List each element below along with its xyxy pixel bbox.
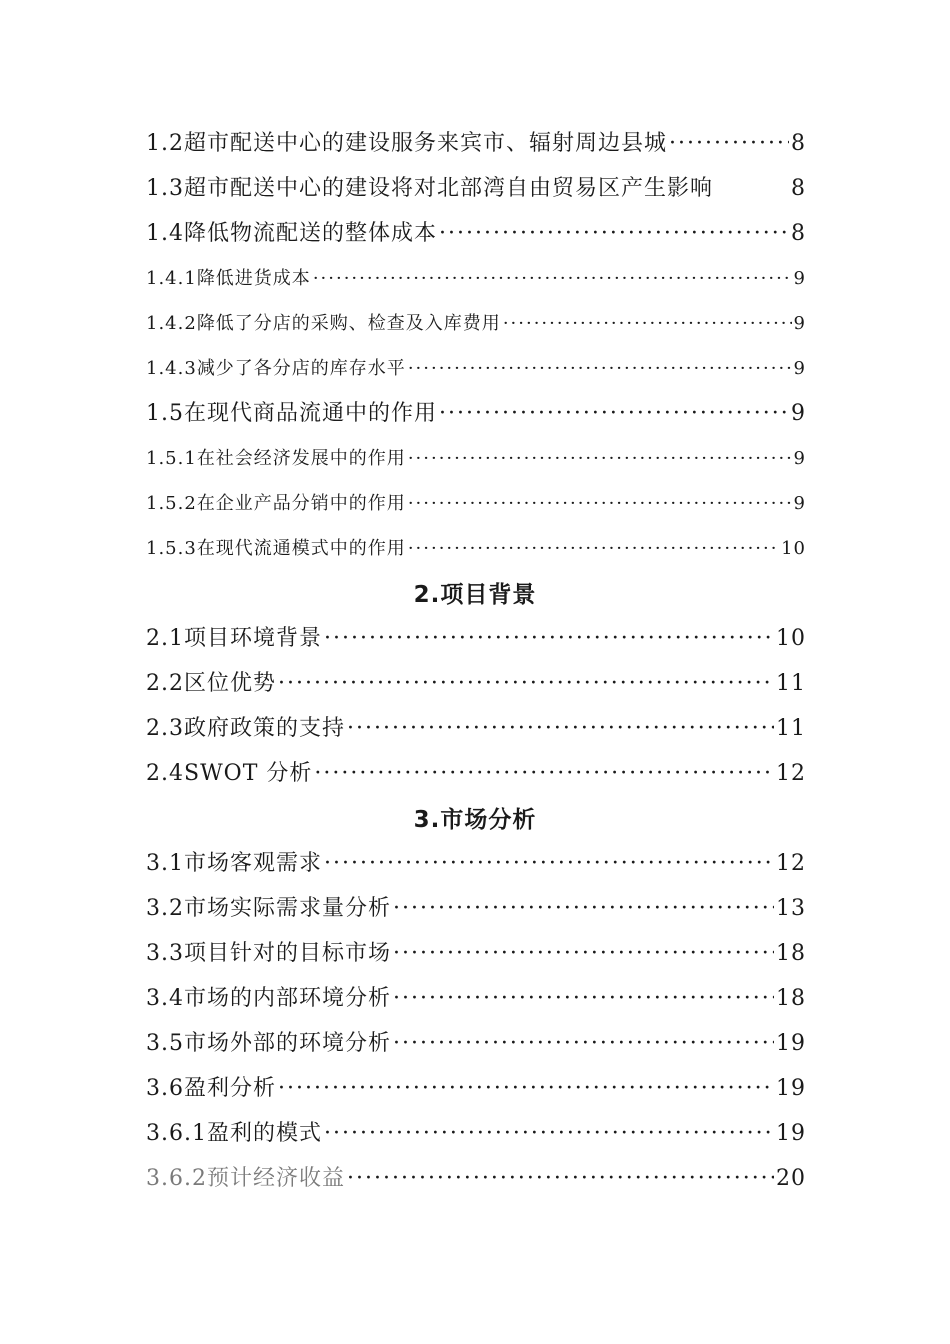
toc-entry[interactable] [146, 981, 806, 1012]
toc-dot-leader [324, 1121, 774, 1146]
toc-entry-title: 项目环境背景 [184, 626, 323, 651]
toc-entry[interactable] [146, 1161, 806, 1192]
toc-entry[interactable] [146, 1071, 806, 1102]
toc-entry-page: 8 [791, 176, 806, 201]
toc-entry-page: 11 [776, 671, 806, 696]
toc-dot-leader [393, 1031, 774, 1056]
toc-entry[interactable] [146, 354, 806, 380]
toc-entry-title: 在现代商品流通中的作用 [184, 401, 438, 426]
toc-entry[interactable] [146, 1026, 806, 1057]
toc-entry-title: 区位优势 [184, 671, 277, 696]
toc-entry-title: 市场外部的环境分析 [184, 1031, 392, 1056]
toc-entry-page: 9 [793, 313, 806, 334]
toc-entry-number: 3.6.1 [146, 1121, 207, 1146]
toc-entry-title: 盈利的模式 [206, 1121, 322, 1146]
toc-entry-title: SWOT 分析 [184, 761, 313, 786]
toc-entry-number: 3.3 [146, 941, 184, 966]
toc-entry-number: 1.5 [146, 401, 184, 426]
toc-dot-leader [408, 493, 792, 514]
toc-dot-leader [408, 448, 792, 469]
toc-entry-page: 8 [791, 221, 806, 246]
toc-entry-number: 1.5.1 [146, 448, 197, 469]
toc-entry[interactable] [146, 171, 806, 202]
toc-entry-number: 1.4.1 [146, 268, 197, 289]
toc-entry[interactable] [146, 846, 806, 877]
toc-entry-page: 10 [781, 538, 806, 559]
toc-entry-number: 1.4.3 [146, 358, 197, 379]
toc-entry-page: 19 [776, 1031, 806, 1056]
toc-dot-leader [669, 131, 789, 156]
toc-entry-number: 2.3 [146, 716, 184, 741]
toc-dot-leader [313, 268, 792, 289]
toc-entry[interactable] [146, 126, 806, 157]
toc-entry[interactable] [146, 1116, 806, 1147]
toc-entry-number: 1.5.3 [146, 538, 197, 559]
toc-entry[interactable] [146, 534, 806, 560]
toc-entry-number: 3.2 [146, 896, 184, 921]
toc-entry-page: 8 [791, 131, 806, 156]
toc-entry-page: 9 [793, 493, 806, 514]
toc-entry-number: 1.4.2 [146, 313, 197, 334]
toc-entry-page: 13 [776, 896, 806, 921]
toc-entry[interactable] [146, 621, 806, 652]
toc-dot-leader [347, 716, 774, 741]
toc-entry-page: 10 [776, 626, 806, 651]
toc-entry-number: 1.4 [146, 221, 184, 246]
toc-entry-page: 19 [776, 1121, 806, 1146]
toc-entry[interactable] [146, 891, 806, 922]
toc-entry-number: 1.3 [146, 176, 184, 201]
toc-entry[interactable] [146, 216, 806, 247]
toc-entry[interactable] [146, 711, 806, 742]
toc-entry-title: 市场实际需求量分析 [184, 896, 392, 921]
toc-entry-number: 3.1 [146, 851, 184, 876]
toc-entry-page: 9 [793, 358, 806, 379]
toc-dot-leader [393, 941, 774, 966]
toc-entry-page: 18 [776, 941, 806, 966]
toc-entry-title: 减少了各分店的库存水平 [196, 358, 406, 379]
toc-entry-number: 2.2 [146, 671, 184, 696]
toc-entry-number: 1.5.2 [146, 493, 197, 514]
toc-entry-number: 2.1 [146, 626, 184, 651]
toc-dot-leader [408, 358, 792, 379]
toc-entry-title: 降低进货成本 [196, 268, 311, 289]
toc-dot-leader [347, 1166, 774, 1191]
toc-entry-title: 市场客观需求 [184, 851, 323, 876]
toc-entry-title: 项目针对的目标市场 [184, 941, 392, 966]
chapter-heading[interactable]: 2.项目背景 [413, 582, 537, 608]
toc-entry-page: 9 [791, 401, 806, 426]
toc-entry-page: 9 [793, 268, 806, 289]
toc-dot-leader [439, 401, 789, 426]
toc-entry-number: 3.5 [146, 1031, 184, 1056]
toc-entry[interactable] [146, 936, 806, 967]
toc-dot-leader [439, 221, 789, 246]
toc-entry[interactable] [146, 444, 806, 470]
toc-entry-page: 20 [776, 1166, 806, 1191]
toc-entry[interactable] [146, 264, 806, 290]
toc-entry-number: 1.2 [146, 131, 184, 156]
toc-entry[interactable] [146, 396, 806, 427]
toc-entry-title: 在社会经济发展中的作用 [196, 448, 406, 469]
toc-entry-title: 政府政策的支持 [184, 716, 346, 741]
toc-dot-leader [278, 671, 774, 696]
toc-dot-leader [278, 1076, 774, 1101]
toc-entry-title: 超市配送中心的建设将对北部湾自由贸易区产生影响 [184, 176, 714, 201]
toc-entry-title: 盈利分析 [184, 1076, 277, 1101]
toc-entry-number: 2.4 [146, 761, 184, 786]
toc-entry[interactable] [146, 666, 806, 697]
toc-entry[interactable] [146, 489, 806, 515]
toc-dot-leader [324, 851, 774, 876]
toc-dot-leader [314, 761, 774, 786]
toc-entry-title: 超市配送中心的建设服务来宾市、辐射周边县城 [184, 131, 668, 156]
toc-entry-title: 预计经济收益 [206, 1166, 345, 1191]
toc-entry-number: 3.4 [146, 986, 184, 1011]
toc-entry[interactable] [146, 756, 806, 787]
toc-entry-page: 9 [793, 448, 806, 469]
toc-entry-page: 19 [776, 1076, 806, 1101]
toc-entry-page: 11 [776, 716, 806, 741]
toc-entry-title: 市场的内部环境分析 [184, 986, 392, 1011]
toc-entry-title: 降低了分店的采购、检查及入库费用 [196, 313, 501, 334]
toc-dot-leader [393, 986, 774, 1011]
toc-dot-leader [503, 313, 792, 334]
toc-entry-page: 18 [776, 986, 806, 1011]
toc-entry-page: 12 [776, 761, 806, 786]
toc-dot-leader [324, 626, 774, 651]
toc-dot-leader [393, 896, 774, 921]
toc-entry-title: 在现代流通模式中的作用 [196, 538, 406, 559]
chapter-heading[interactable]: 3.市场分析 [413, 807, 537, 833]
toc-entry-number: 3.6 [146, 1076, 184, 1101]
toc-entry-title: 在企业产品分销中的作用 [196, 493, 406, 514]
toc-entry-title: 降低物流配送的整体成本 [184, 221, 438, 246]
toc-entry-number: 3.6.2 [146, 1166, 207, 1191]
toc-dot-leader [408, 538, 779, 559]
toc-entry[interactable] [146, 309, 806, 335]
toc-entry-page: 12 [776, 851, 806, 876]
